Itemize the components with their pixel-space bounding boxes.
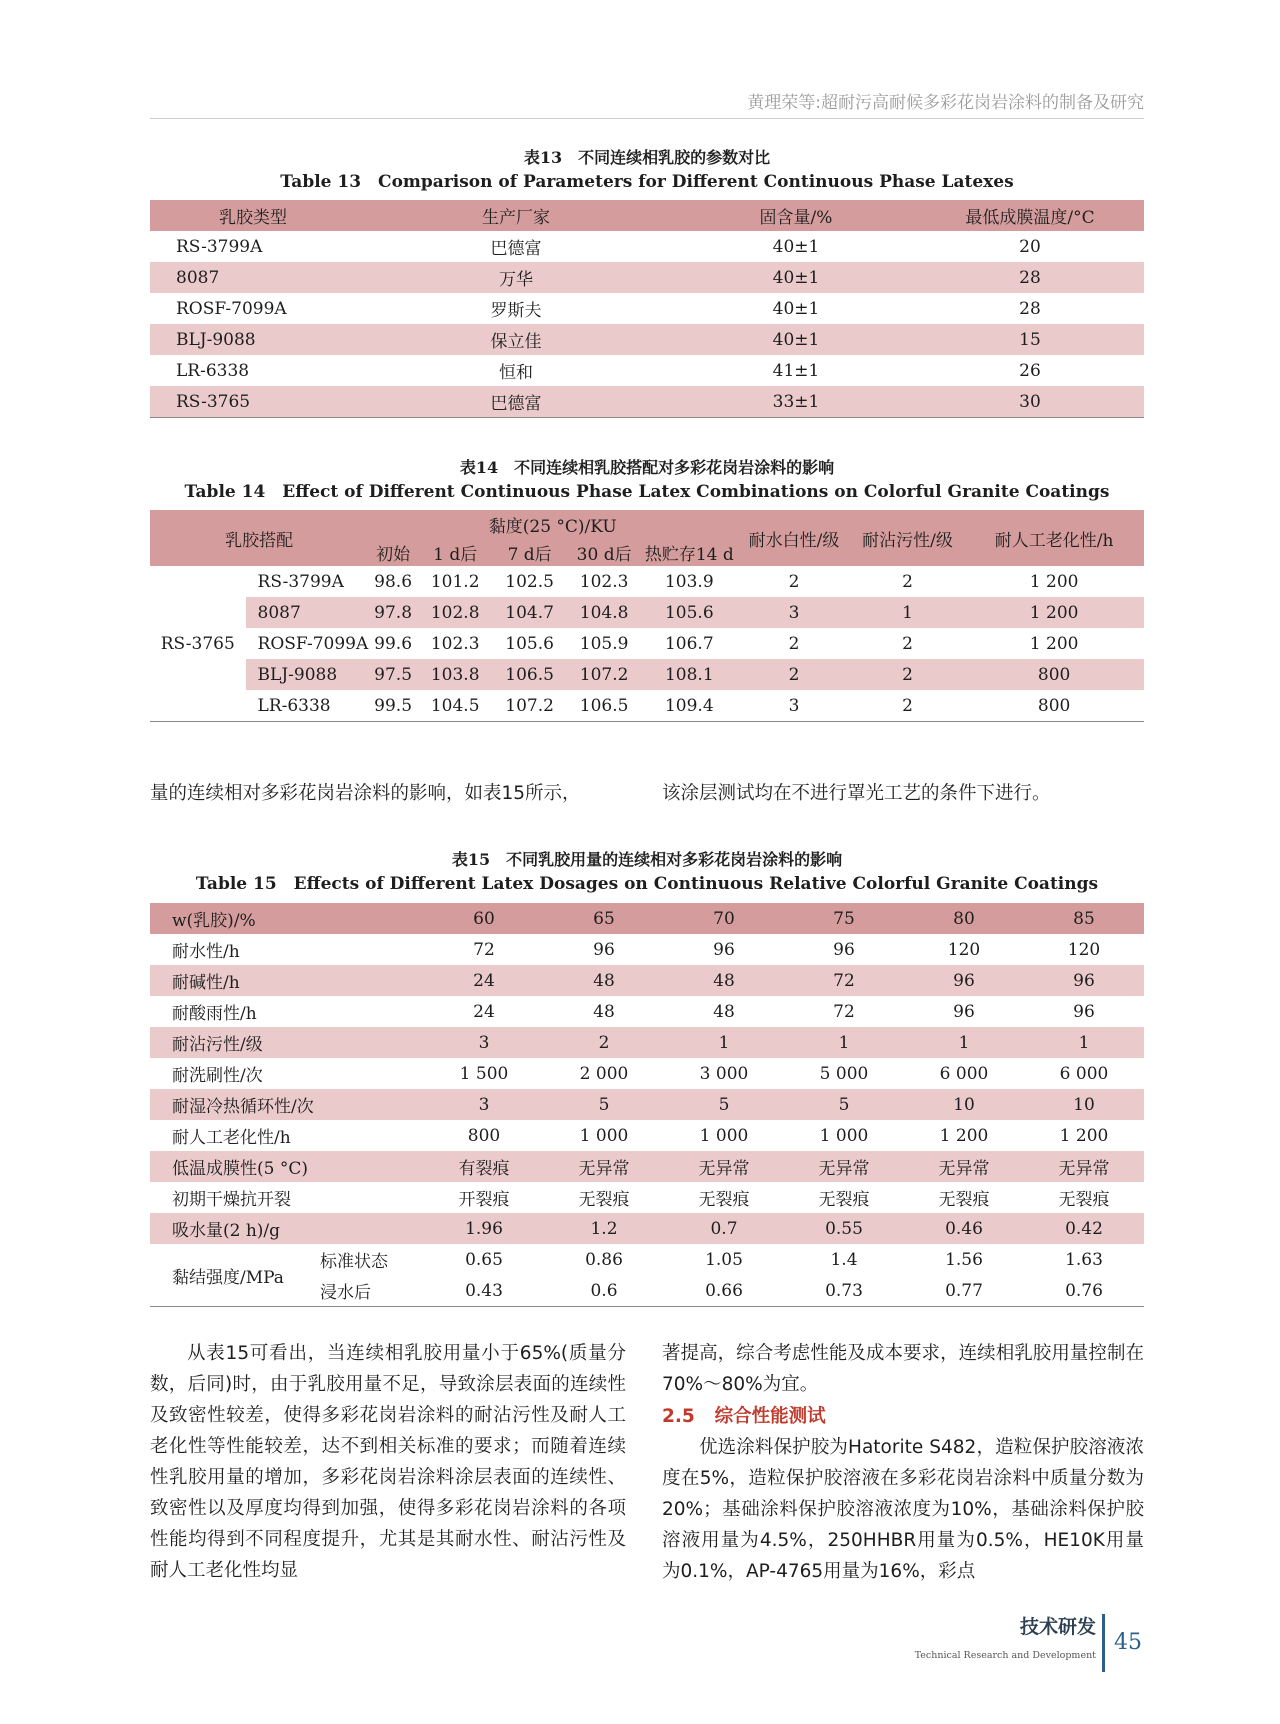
table15-cell: 800	[467, 1125, 501, 1146]
table15-cell: 96	[1073, 1001, 1095, 1022]
table15-row-label: 耐人工老化性/h	[172, 1128, 291, 1148]
table14-col-stain: 耐沾污性/级	[851, 510, 965, 566]
table14-subcol-header: 30 d后	[567, 538, 642, 566]
table15-header-value: 75	[784, 903, 904, 934]
table15-cell: 1 000	[819, 1125, 869, 1146]
table14-cell: 800	[964, 690, 1144, 722]
table14-cell: 99.6	[374, 633, 413, 654]
table15-cell: 10	[904, 1089, 1024, 1120]
table13-cell: 20	[1019, 236, 1041, 257]
table14-cell: 106.5	[567, 690, 642, 722]
table15-row-label: 吸水量(2 h)/g	[150, 1213, 424, 1244]
table15-cell: 96	[904, 965, 1024, 996]
table15-cell: 72	[784, 965, 904, 996]
table15-cell: 0.73	[784, 1275, 904, 1307]
table15-cell: 1 200	[939, 1125, 989, 1146]
table15-cell: 48	[593, 1001, 615, 1022]
table13-cell: 8087	[150, 262, 356, 293]
table15-cell: 5	[544, 1089, 664, 1120]
table15-cell: 0.65	[465, 1249, 503, 1270]
table14-cell: 104.8	[567, 597, 642, 628]
table15-header-value: 65	[544, 903, 664, 934]
table13-cell: RS-3799A	[176, 236, 263, 257]
table13	[150, 200, 1144, 418]
table15-cell: 0.77	[904, 1275, 1024, 1307]
table13-cell: 40±1	[772, 298, 820, 319]
table15-row-label: 耐沾污性/级	[150, 1027, 424, 1058]
table14-cell: 104.7	[492, 597, 566, 628]
table14-cell: 102.8	[418, 597, 492, 628]
table14-caption-cn: 表14 不同连续相乳胶搭配对多彩花岗岩涂料的影响	[459, 458, 835, 477]
table15-cell: 0.42	[1024, 1213, 1144, 1244]
table15-cell: 5 000	[819, 1063, 869, 1084]
table14-cell: ROSF-7099A	[257, 633, 369, 654]
table15-cell: 0.55	[784, 1213, 904, 1244]
table13-cell: 万华	[356, 262, 676, 293]
table14-cell: 102.5	[505, 571, 554, 592]
table14-cell: 800	[964, 659, 1144, 690]
table15-bond-label: 黏结强度/MPa	[150, 1244, 320, 1307]
table14-cell: 2	[851, 690, 965, 722]
table13-cell: 33±1	[676, 386, 916, 418]
table15-header-row	[150, 903, 1144, 934]
running-header	[150, 88, 1144, 119]
table15-cell: 0.86	[585, 1249, 623, 1270]
table15-row-label: 耐酸雨性/h	[172, 1004, 257, 1024]
table15-caption	[150, 848, 1144, 896]
table15-cell: 6 000	[1059, 1063, 1109, 1084]
table14-caption	[150, 456, 1144, 504]
table14-cell: 107.2	[567, 659, 642, 690]
table13-column-header: 生产厂家	[356, 200, 676, 231]
table15-cell: 0.46	[904, 1213, 1024, 1244]
table13-cell: 保立佳	[356, 324, 676, 355]
table15-bond-sublabel: 标准状态	[320, 1252, 388, 1272]
table14-col-viscosity: 黏度(25 °C)/KU	[368, 510, 737, 538]
table13-column-header: 最低成膜温度/°C	[916, 200, 1144, 231]
table15-cell: 1	[784, 1027, 904, 1058]
table15-cell: 0.66	[664, 1275, 784, 1307]
table14-cell: 1 200	[1029, 571, 1079, 592]
table15-cell: 5	[664, 1089, 784, 1120]
table14-subcol-header: 1 d后	[418, 538, 492, 566]
table14-cell: 2	[902, 571, 913, 592]
table14-row	[150, 659, 1144, 690]
table15-cell: 96	[833, 939, 855, 960]
table14-subcol-header: 7 d后	[492, 538, 566, 566]
table14-cell: 1 200	[964, 597, 1144, 628]
table14-subcol-header: 热贮存14 d	[641, 538, 737, 566]
footer-divider	[1102, 1614, 1105, 1672]
intro-left: 量的连续相对多彩花岗岩涂料的影响，如表15所示，	[150, 783, 581, 804]
table15-cell: 24	[473, 1001, 495, 1022]
section-number: 2.5	[662, 1406, 695, 1427]
table15-cell: 1.56	[945, 1249, 983, 1270]
table15-header-value: 60	[424, 903, 544, 934]
table13-cell: 30	[916, 386, 1144, 418]
table14-cell: 105.6	[505, 633, 554, 654]
table14-row	[150, 690, 1144, 722]
table15-row	[150, 1213, 1144, 1244]
table14-cell: 103.9	[664, 571, 714, 592]
body-right-paragraph-2: 优选涂料保护胶为Hatorite S482，造粒保护胶溶液浓度在5%，造粒保护胶溶液在多彩花岗岩涂料中质量分数为20%；基础涂料保护胶溶液浓度为10%，基础涂料保护胶溶液用量为4.5%，250HHBR用量为0.5%，HE10K用量为0.1%，AP-4765用量为16%，彩点	[662, 1437, 1144, 1582]
table15-cell: 48	[713, 1001, 735, 1022]
table14-cell: 2	[851, 659, 965, 690]
table15-cell: 10	[1024, 1089, 1144, 1120]
table14-cell: 2	[737, 659, 851, 690]
table15-cell: 96	[593, 939, 615, 960]
table14-cell: 99.5	[368, 690, 418, 722]
table13-cell: 15	[916, 324, 1144, 355]
table14-cell: 102.3	[430, 633, 480, 654]
table15-cell: 1.2	[544, 1213, 664, 1244]
table13-cell: 巴德富	[356, 386, 676, 418]
table13-column-header: 乳胶类型	[150, 200, 356, 231]
table15	[150, 903, 1144, 1307]
body-left-paragraph: 从表15可看出，当连续相乳胶用量小于65%(质量分数，后同)时，由于乳胶用量不足，导致涂层表面的连续性及致密性较差，使得多彩花岗岩涂料的耐沾污性及耐人工老化性等性能较差，达不到相关标准的要求；而随着连续性乳胶用量的增加，多彩花岗岩涂料涂层表面的连续性、致密性以及厚度均得到加强，使得多彩花岗岩涂料的各项性能均得到不同程度提升，尤其是其耐水性、耐沾污性及耐人工老化性均显	[150, 1343, 626, 1581]
table14-col-combo: 乳胶搭配	[150, 510, 368, 566]
table15-cell: 开裂痕	[458, 1190, 510, 1210]
table14-cell: 103.8	[418, 659, 492, 690]
table14-cell: 3	[737, 597, 851, 628]
table13-cell: 罗斯夫	[490, 301, 542, 321]
table14-cell: RS-3799A	[257, 571, 344, 592]
section-heading	[662, 1401, 1144, 1432]
table15-cell: 1.96	[424, 1213, 544, 1244]
table13-cell: 40±1	[676, 324, 916, 355]
table13-caption-cn: 表13 不同连续相乳胶的参数对比	[523, 148, 771, 167]
table14-cell: 2	[788, 571, 800, 592]
intro-right: 该涂层测试均在不进行罩光工艺的条件下进行。	[662, 783, 1051, 804]
running-title: 黄理荣等:超耐污高耐候多彩花岗岩涂料的制备及研究	[747, 93, 1144, 113]
table15-caption-en: Table 15 Effects of Different Latex Dosages on Continuous Relative Colorful Granite Coatings	[195, 874, 1099, 894]
table15-cell: 3 000	[699, 1063, 749, 1084]
table15-cell: 3	[424, 1027, 544, 1058]
table13-row	[150, 231, 1144, 262]
table15-cell: 无裂痕	[1058, 1190, 1110, 1210]
table15-cell: 无异常	[664, 1151, 784, 1182]
table14-base-latex: RS-3765	[150, 566, 246, 722]
table13-cell: 26	[1019, 360, 1041, 381]
table14-cell: 1 200	[1029, 633, 1079, 654]
table15-cell: 3	[424, 1089, 544, 1120]
table15-row	[150, 1120, 1144, 1151]
table14	[150, 510, 1144, 722]
table15-cell: 72	[833, 1001, 855, 1022]
table15-cell: 无异常	[544, 1151, 664, 1182]
table15-cell: 1	[904, 1027, 1024, 1058]
table15-cell: 0.6	[544, 1275, 664, 1307]
table14-cell: 105.6	[641, 597, 737, 628]
table15-row	[150, 1058, 1144, 1089]
table13-row	[150, 386, 1144, 418]
table14-row	[150, 566, 1144, 597]
table15-cell: 2	[544, 1027, 664, 1058]
table15-cell: 无裂痕	[578, 1190, 630, 1210]
table14-header-row	[150, 510, 1144, 538]
table13-cell: 28	[916, 262, 1144, 293]
table15-cell: 1.05	[705, 1249, 743, 1270]
table14-cell: 97.8	[368, 597, 418, 628]
table14-cell: 106.7	[664, 633, 714, 654]
page-number: 45	[1114, 1630, 1142, 1655]
table15-cell: 96	[1024, 965, 1144, 996]
table15-row	[150, 965, 1144, 996]
table13-cell: 28	[1019, 298, 1041, 319]
table15-cell: 0.76	[1024, 1275, 1144, 1307]
table15-cell: 1 500	[459, 1063, 509, 1084]
table14-caption-en: Table 14 Effect of Different Continuous Phase Latex Combinations on Colorful Granite Coatings	[184, 482, 1110, 502]
table13-row	[150, 293, 1144, 324]
table15-row-label: 耐湿冷热循环性/次	[150, 1089, 424, 1120]
table14-cell: 106.5	[492, 659, 566, 690]
footer-section-en: Technical Research and Development	[914, 1650, 1096, 1661]
table13-cell: LR-6338	[176, 360, 250, 381]
table15-cell: 无异常	[1024, 1151, 1144, 1182]
table15-row	[150, 1182, 1144, 1213]
table15-cell: 96	[713, 939, 735, 960]
table15-cell: 120	[1067, 939, 1101, 960]
table13-row	[150, 355, 1144, 386]
table15-cell: 无裂痕	[698, 1190, 750, 1210]
table13-cell: 41±1	[772, 360, 820, 381]
table15-cell: 5	[784, 1089, 904, 1120]
table14-cell: LR-6338	[246, 690, 369, 722]
table15-cell: 无异常	[784, 1151, 904, 1182]
table14-cell: BLJ-9088	[246, 659, 369, 690]
table14-row	[150, 597, 1144, 628]
table15-row-label: 初期干燥抗开裂	[172, 1190, 291, 1210]
table14-cell: 109.4	[641, 690, 737, 722]
table15-cell: 无异常	[904, 1151, 1024, 1182]
table15-cell: 1	[1024, 1027, 1144, 1058]
table15-row-label: 耐碱性/h	[150, 965, 424, 996]
table14-cell: 2	[788, 633, 800, 654]
table15-cell: 1.63	[1065, 1249, 1103, 1270]
table15-cell: 无裂痕	[938, 1190, 990, 1210]
table13-cell: 40±1	[772, 236, 820, 257]
table15-cell: 1	[664, 1027, 784, 1058]
table15-bond-row	[150, 1244, 1144, 1275]
table14-cell: 102.3	[579, 571, 629, 592]
table15-row	[150, 1089, 1144, 1120]
table15-cell: 1.4	[830, 1249, 858, 1270]
table15-cell: 无裂痕	[818, 1190, 870, 1210]
table13-cell: ROSF-7099A	[176, 298, 287, 319]
table13-caption-en: Table 13 Comparison of Parameters for Different Continuous Phase Latexes	[280, 172, 1014, 192]
table15-cell: 2 000	[579, 1063, 629, 1084]
table15-row	[150, 1151, 1144, 1182]
table15-cell: 96	[953, 1001, 975, 1022]
table13-cell: 40±1	[676, 262, 916, 293]
table15-cell: 48	[544, 965, 664, 996]
table15-row-label: 低温成膜性(5 °C)	[150, 1151, 424, 1182]
table15-cell: 24	[424, 965, 544, 996]
table15-header-label: w(乳胶)/%	[150, 903, 424, 934]
table13-row	[150, 324, 1144, 355]
table15-row-label: 耐洗刷性/次	[172, 1066, 263, 1086]
table15-cell: 48	[664, 965, 784, 996]
table15-cell: 72	[473, 939, 495, 960]
footer-section-cn: 技术研发	[1019, 1616, 1096, 1638]
table15-cell: 0.43	[424, 1275, 544, 1307]
table15-cell: 0.7	[664, 1213, 784, 1244]
table14-cell: 108.1	[641, 659, 737, 690]
table14-cell: 97.5	[368, 659, 418, 690]
table15-cell: 6 000	[939, 1063, 989, 1084]
table15-header-value: 80	[904, 903, 1024, 934]
table14-cell: 8087	[246, 597, 369, 628]
table14-cell: 3	[737, 690, 851, 722]
table14-col-water-white: 耐水白性/级	[737, 510, 851, 566]
table15-header-value: 70	[664, 903, 784, 934]
table14-cell: 104.5	[418, 690, 492, 722]
table15-header-value: 85	[1024, 903, 1144, 934]
table14-row	[150, 628, 1144, 659]
body-right-paragraph-1: 著提高，综合考虑性能及成本要求，连续相乳胶用量控制在70%～80%为宜。	[662, 1343, 1144, 1395]
table15-cell: 1 200	[1059, 1125, 1109, 1146]
table15-cell: 有裂痕	[424, 1151, 544, 1182]
table15-cell: 1 000	[579, 1125, 629, 1146]
table15-cell: 1 000	[699, 1125, 749, 1146]
table15-row-label: 耐水性/h	[172, 942, 240, 962]
table15-bond-sublabel: 浸水后	[320, 1275, 424, 1307]
table13-cell: RS-3765	[150, 386, 356, 418]
table13-column-header: 固含量/%	[676, 200, 916, 231]
table15-row	[150, 934, 1144, 965]
table14-cell: 98.6	[374, 571, 413, 592]
table15-row	[150, 996, 1144, 1027]
table14-cell: 101.2	[430, 571, 480, 592]
section-title: 综合性能测试	[714, 1406, 826, 1427]
table13-cell: BLJ-9088	[150, 324, 356, 355]
table15-cell: 120	[947, 939, 981, 960]
table14-cell: 2	[902, 633, 913, 654]
table13-caption	[150, 146, 1144, 194]
table15-caption-cn: 表15 不同乳胶用量的连续相对多彩花岗岩涂料的影响	[451, 850, 843, 869]
table13-header-row	[150, 200, 1144, 231]
table14-col-aging: 耐人工老化性/h	[964, 510, 1144, 566]
table13-row	[150, 262, 1144, 293]
table14-cell: 1	[851, 597, 965, 628]
table13-cell: 巴德富	[490, 239, 542, 259]
table14-subcol-header: 初始	[368, 538, 418, 566]
table14-cell: 107.2	[492, 690, 566, 722]
table15-row	[150, 1027, 1144, 1058]
table14-cell: 105.9	[579, 633, 629, 654]
table13-cell: 恒和	[499, 363, 533, 383]
